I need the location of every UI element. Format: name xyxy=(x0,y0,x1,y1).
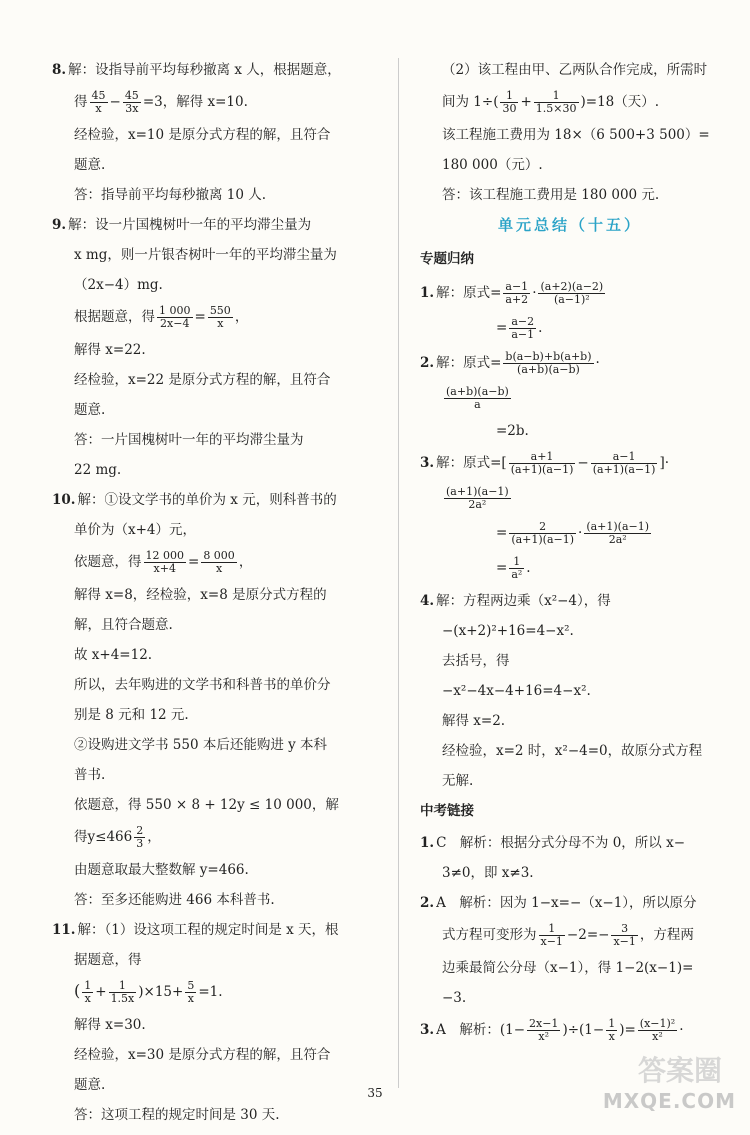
fraction: $\frac{1 000}{2x-4}$ xyxy=(159,304,191,330)
q11-line4: 解得 x=30. xyxy=(74,1017,146,1033)
q10-line9: ②设购进文学书 550 本后还能购进 y 本科 xyxy=(74,737,328,753)
column-divider xyxy=(398,58,399,1088)
q10-line3: 依题意，得 $\frac{12 000}{x+4}$ = $\frac{8 000}{x}$ ， xyxy=(74,549,253,575)
fraction: $\frac{12 000}{x+4}$ xyxy=(145,549,184,575)
fraction: $\frac{1}{1.5x}$ xyxy=(110,979,135,1005)
section-heading-topics: 专题归纳 xyxy=(420,251,474,267)
s4-line6: 经检验，x=2 时，x²−4=0，故原分式方程 xyxy=(442,743,703,759)
fraction: $\frac{45}{3x}$ xyxy=(124,89,139,115)
s4-line1: 4. 解：方程两边乘（x²−4），得 xyxy=(420,593,611,609)
s1-line1: 1. 解：原式= $\frac{a-1}{a+2}$ · $\frac{(a+2)(a-2)}{\text{(a−1)²}}$ xyxy=(420,280,604,306)
q11-line5: 经检验，x=30 是原分式方程的解，且符合 xyxy=(74,1047,331,1063)
fraction: $\frac{(a+1)(a-1)}{\text{2a²}}$ xyxy=(586,520,650,546)
s4-line4: −x²−4x−4+16=4−x². xyxy=(442,683,591,699)
q10-line10: 普书. xyxy=(74,767,106,783)
fraction: $\frac{8 000}{x}$ xyxy=(203,549,235,575)
fraction: $\frac{1}{30}$ xyxy=(502,89,517,115)
s3-line1: 3. 解：原式=[ $\frac{a+1}{(a+1)(a-1)}$ − $\frac{a-1}{(a+1)(a-1)}$ ]· xyxy=(420,450,669,476)
z1-line1: 1. C 解析：根据分式分母不为 0，所以 x− xyxy=(420,835,686,851)
fraction: $\frac{1}{x}$ xyxy=(608,1017,616,1043)
fraction: $\frac{1}{1.5\times 30}$ xyxy=(535,89,577,115)
q9-line6: 经检验，x=22 是原分式方程的解，且符合 xyxy=(74,372,331,388)
fraction: $\frac{2}{3}$ xyxy=(136,824,144,850)
s3-line2 xyxy=(420,486,720,511)
q11-line6: 题意. xyxy=(74,1077,106,1093)
s2-line3: =2b. xyxy=(496,423,529,439)
q8-answer: 答：指导前平均每秒撤离 10 人. xyxy=(74,187,267,203)
q11-line3: ( $\frac{1}{x}$ + $\frac{1}{1.5x}$ )×15+ $\frac{5}{x}$ =1. xyxy=(74,979,223,1005)
fraction: $\frac{\text{(x−1)²}}{\text{x²}}$ xyxy=(639,1017,676,1043)
q10-line13: 由题意取最大整数解 y=466. xyxy=(74,862,249,878)
q11-part2-line4: 180 000（元）. xyxy=(442,157,543,173)
fraction: $\frac{550}{x}$ xyxy=(209,304,231,330)
q11-answer: 答：这项工程的规定时间是 30 天. xyxy=(74,1107,280,1123)
fraction: $\frac{(a+1)(a-1)}{\text{2a²}}$ xyxy=(446,485,509,511)
q11-line2: 据题意，得 xyxy=(74,952,142,968)
fraction: $\frac{1}{x-1}$ xyxy=(540,922,563,948)
z2-line1: 2. A 解析：因为 1−x=−（x−1），所以原分 xyxy=(420,895,697,911)
fraction: $\frac{a-1}{a+2}$ xyxy=(505,280,529,306)
fraction: $\frac{a-1}{(a+1)(a-1)}$ xyxy=(592,450,656,476)
watermark-logo: 答案圈 xyxy=(637,1054,722,1087)
q9-line3: （2x−4）mg. xyxy=(74,277,163,293)
q9-line5: 解得 x=22. xyxy=(74,342,146,358)
q8-line2: 得 $\frac{45}{x}$ − $\frac{45}{3x}$ =3，解得 x=10. xyxy=(74,89,248,115)
fraction: $\frac{5}{x}$ xyxy=(187,979,195,1005)
section-heading-exam-links: 中考链接 xyxy=(420,803,474,819)
fraction: $\frac{1}{x}$ xyxy=(84,979,92,1005)
s4-line2: −(x+2)²+16=4−x². xyxy=(442,623,574,639)
q9-line4: 根据题意，得 $\frac{1 000}{2x-4}$ = $\frac{550}{x}$ ， xyxy=(74,304,249,330)
s4-line5: 解得 x=2. xyxy=(442,713,506,729)
q9-line7: 题意. xyxy=(74,402,106,418)
fraction: $\frac{(a+2)(a-2)}{\text{(a−1)²}}$ xyxy=(540,280,604,306)
z2-line2: 式方程可变形为 $\frac{1}{x-1}$ −2=− $\frac{3}{x-1}$ ，方程两 xyxy=(442,922,694,948)
q10-line7: 所以，去年购进的文学书和科普书的单价分 xyxy=(74,677,331,693)
q10-line2: 单价为（x+4）元， xyxy=(74,522,197,538)
q11-part2-line3: 该工程施工费用为 18×（6 500+3 500）= xyxy=(442,127,710,143)
q9-line9: 22 mg. xyxy=(74,462,122,478)
s3-line3: = $\frac{2}{(a+1)(a-1)}$ · $\frac{(a+1)(a-1)}{\text{2a²}}$ xyxy=(496,520,650,546)
fraction: $\frac{a+1}{(a+1)(a-1)}$ xyxy=(510,450,574,476)
unit-summary-banner: 单元总结（十五） xyxy=(497,216,642,234)
s2-line1: 2. 解：原式= $\frac{b(a-b)+b(a+b)}{(a+b)(a-b)}$ · xyxy=(420,350,600,376)
q10-line6: 故 x+4=12. xyxy=(74,647,153,663)
q10-answer: 答：至多还能购进 466 本科普书. xyxy=(74,892,275,908)
q9-line8: 答：一片国槐树叶一年的平均滞尘量为 xyxy=(74,432,304,448)
watermark: MXQE.COM xyxy=(602,1089,736,1113)
fraction: $\frac{2}{(a+1)(a-1)}$ xyxy=(511,520,575,546)
q10-line11: 依题意，得 550 × 8 + 12y ≤ 10 000，解 xyxy=(74,797,339,813)
q8-line3: 经检验，x=10 是原分式方程的解，且符合 xyxy=(74,127,331,143)
q8-line1: 8. 解：设指导前平均每秒撤离 x 人，根据题意， xyxy=(52,62,341,78)
q9-line1: 9. 解：设一片国槐树叶一年的平均滞尘量为 xyxy=(52,217,312,233)
q10-line12: 得y≤466 $\frac{2}{3}$ ， xyxy=(74,824,161,850)
q11-part2-answer: 答：该工程施工费用是 180 000 元. xyxy=(442,187,660,203)
s1-line2: = $\frac{a-2}{a-1}$ . xyxy=(496,315,543,341)
q10-line5: 解，且符合题意. xyxy=(74,617,173,633)
fraction: $\frac{1}{\text{a²}}$ xyxy=(511,555,523,581)
right-column xyxy=(420,60,720,1053)
s4-line3: 去括号，得 xyxy=(442,653,510,669)
z3-line1: 3. A 解析：(1− $\frac{2x-1}{\text{x²}}$ )÷(1− $\frac{1}{x}$ )= $\frac{\text{(x−1)²}}{\text{x²}}$ · xyxy=(420,1017,684,1043)
q11-part2-line1: （2）该工程由甲、乙两队合作完成，所需时 xyxy=(442,62,708,78)
fraction: $\frac{45}{x}$ xyxy=(91,89,106,115)
q10-line4: 解得 x=8，经检验，x=8 是原分式方程的 xyxy=(74,587,327,603)
page-number: 35 xyxy=(367,1086,383,1100)
s2-line2 xyxy=(420,386,720,411)
q11-part2-line2: 间为 1÷( $\frac{1}{30}$ + $\frac{1}{1.5\times 30}$ )=18（天）. xyxy=(442,89,660,115)
q11-line1: 11. 解：（1）设这项工程的规定时间是 x 天，根 xyxy=(52,922,339,938)
fraction: $\frac{2x-1}{\text{x²}}$ xyxy=(529,1017,559,1043)
z2-line3: 边乘最简公分母（x−1），得 1−2(x−1)= xyxy=(442,960,694,976)
q10-line1: 10. 解：①设文学书的单价为 x 元，则科普书的 xyxy=(52,492,337,508)
fraction: $\frac{3}{x-1}$ xyxy=(613,922,636,948)
q10-line8: 别是 8 元和 12 元. xyxy=(74,707,189,723)
left-column xyxy=(52,60,372,1135)
s3-line4: = $\frac{1}{\text{a²}}$ . xyxy=(496,555,531,581)
fraction: $\frac{(a+b)(a-b)}{a}$ xyxy=(446,385,509,411)
z1-line2: 3≠0，即 x≠3. xyxy=(442,865,534,881)
fraction: $\frac{b(a-b)+b(a+b)}{(a+b)(a-b)}$ xyxy=(505,350,592,376)
fraction: $\frac{a-2}{a-1}$ xyxy=(511,315,535,341)
z2-line4: −3. xyxy=(442,990,467,1006)
q8-line4: 题意. xyxy=(74,157,106,173)
q9-line2: x mg，则一片银杏树叶一年的平均滞尘量为 xyxy=(74,247,337,263)
s4-line7: 无解. xyxy=(442,773,474,789)
